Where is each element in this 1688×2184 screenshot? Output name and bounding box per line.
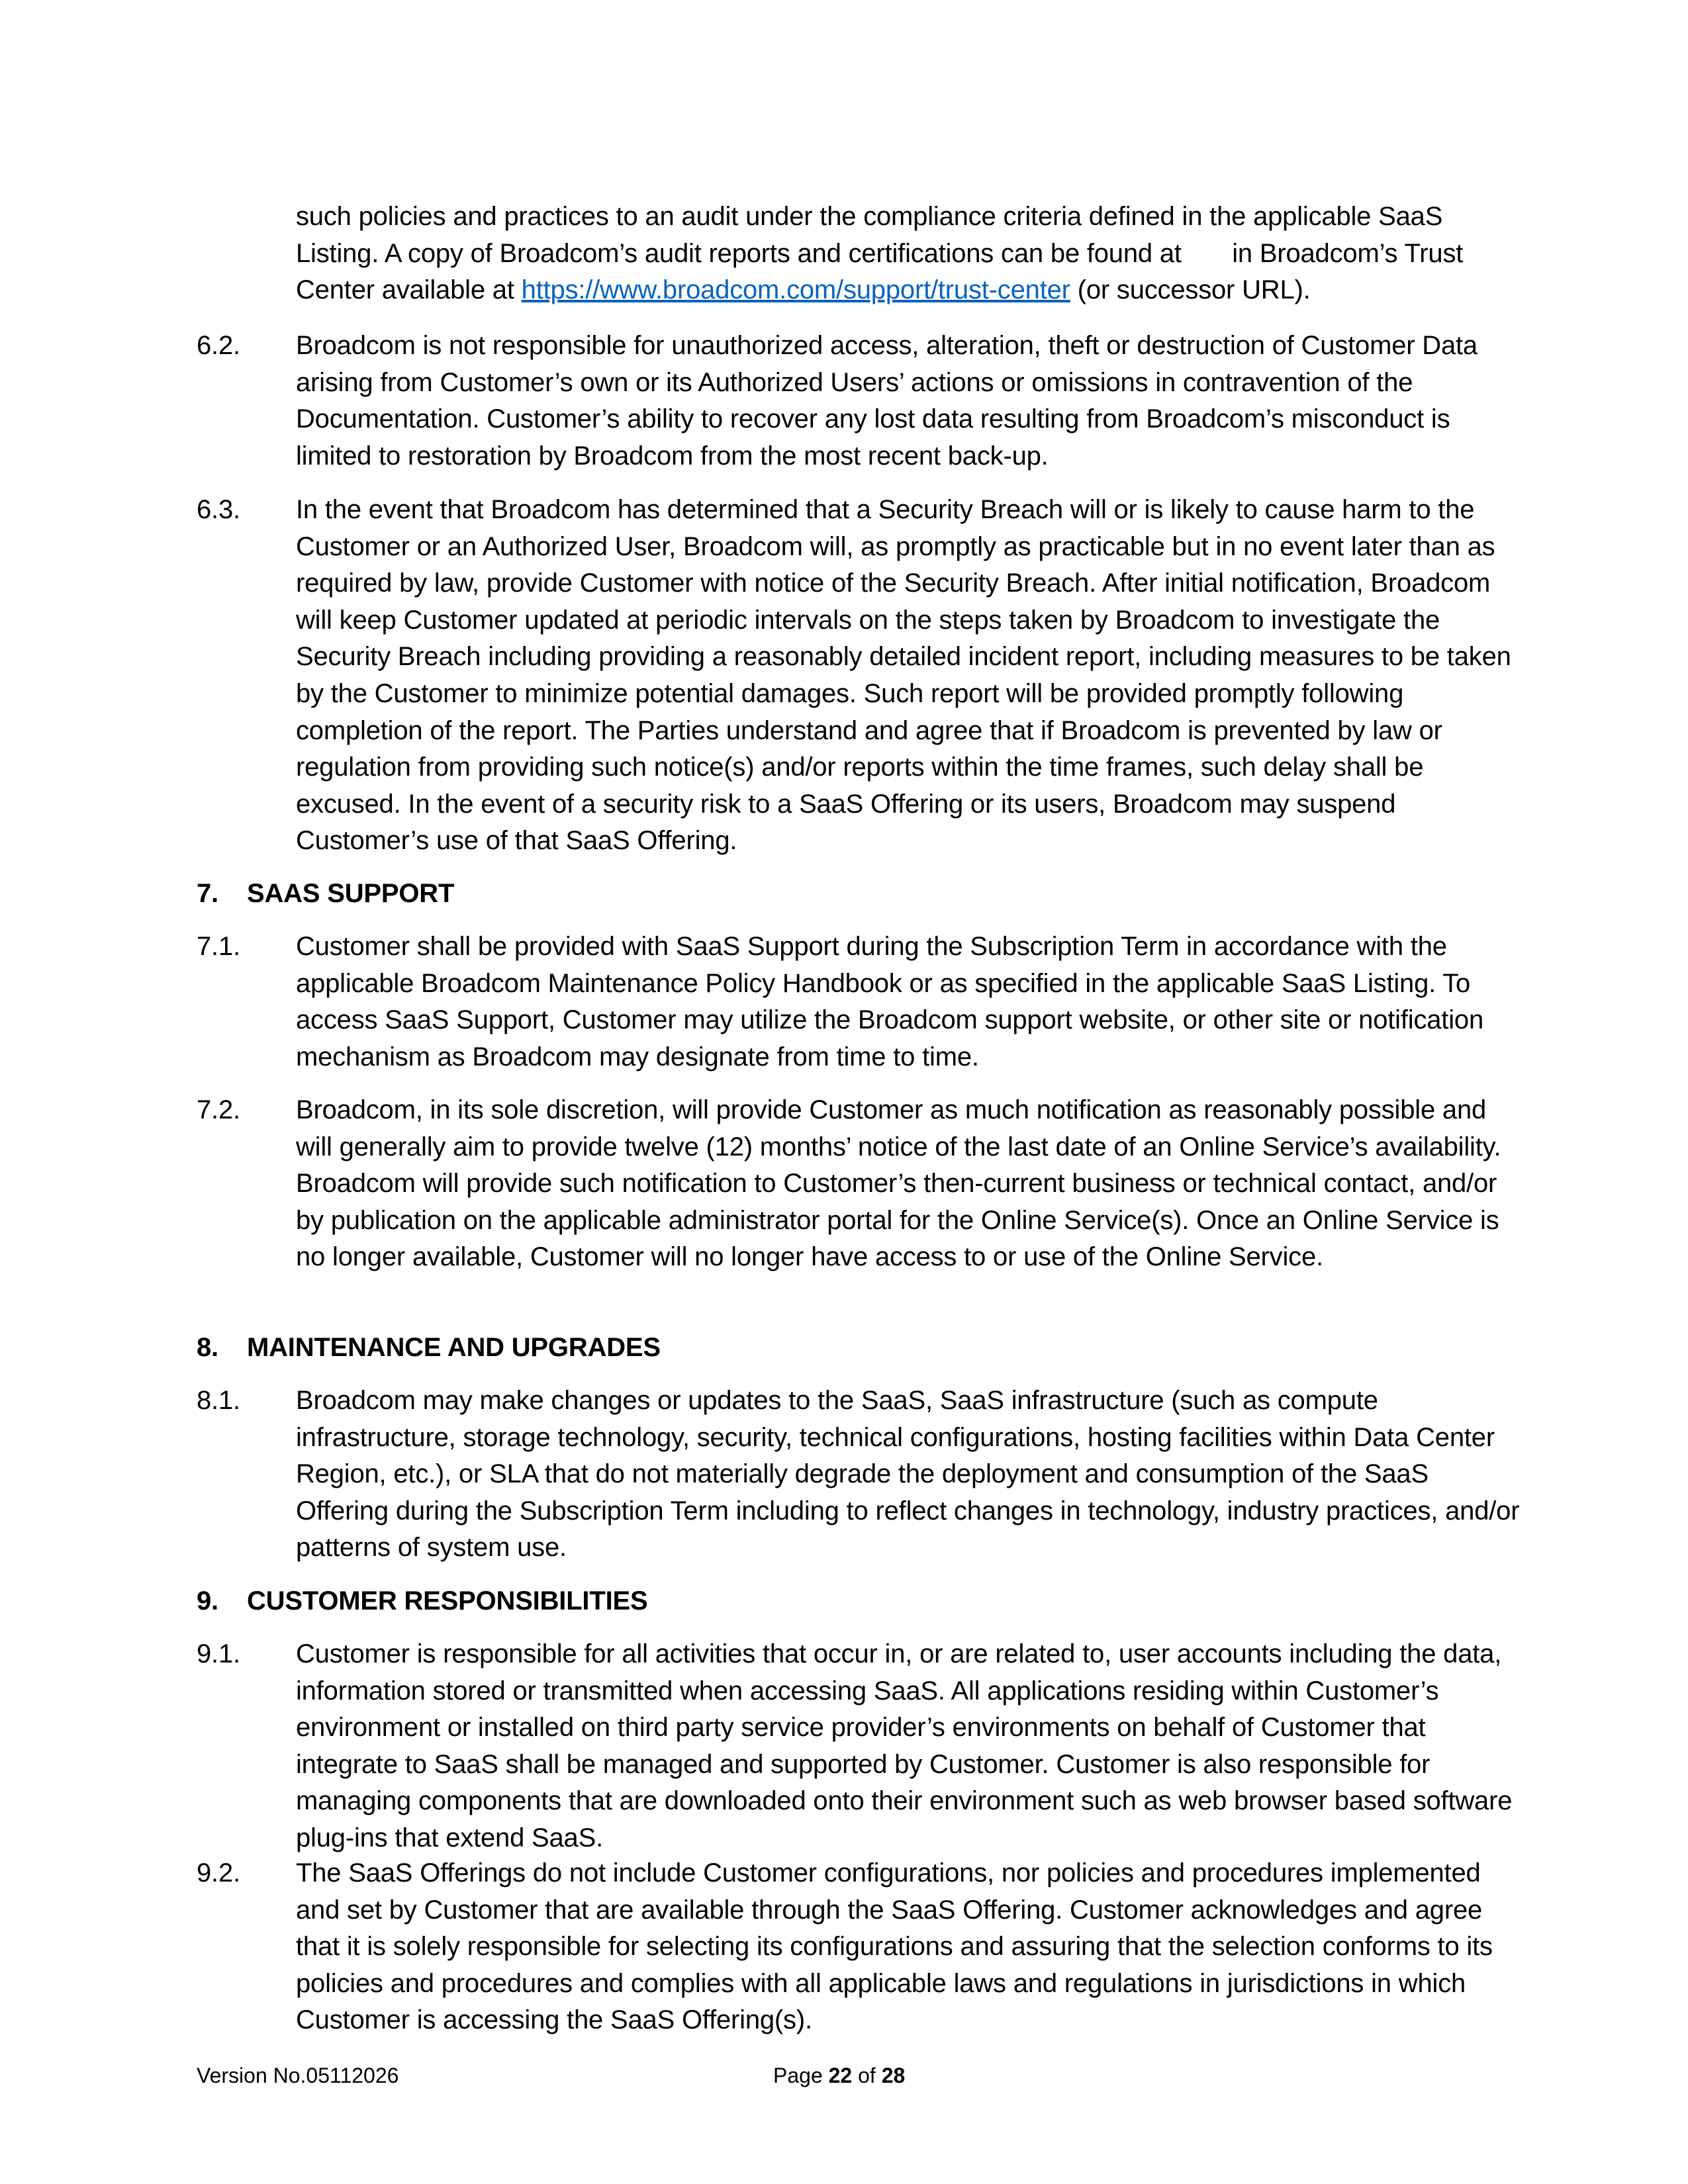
section-text: Broadcom may make changes or updates to the SaaS, SaaS infrastructure (such as compute infrastructure, storage technology, security, technical configurations, hosting facilities within Data Center Region, etc.), or SLA that do not materially degrade the deployment and consumption of the SaaS Offering during the Subscription Term including to reflect changes in technology, industry practices, and/or patterns of system use. (296, 1386, 1520, 1563)
page-prefix: Page (773, 2064, 823, 2087)
continuation-text-2: in Broadcom’s Trust Center available at (296, 238, 1464, 305)
section-text: The SaaS Offerings do not include Customer configurations, nor policies and procedures implemented and set by Customer that are available through the SaaS Offering. Customer acknowledges and agree that it is solely responsible for selecting its configurations and assuring that the selection conforms to its policies and procedures and complies with all applicable laws and regulations in jurisdictions in which Customer is accessing the SaaS Offering(s). (296, 1858, 1493, 2035)
section-number: 6.3. (197, 495, 240, 524)
section-number: 8.1. (197, 1386, 240, 1415)
page-of: of (858, 2064, 876, 2087)
section-number: 9.1. (197, 1639, 240, 1668)
heading-7 (197, 876, 454, 913)
section-text: Customer is responsible for all activities that occur in, or are related to, user accounts including the data, information stored or transmitted when accessing SaaS. All applications residing within Customer’s environment or installed on third party service provider’s environments on behalf of Customer that integrate to SaaS shall be managed and supported by Customer. Customer is also responsible for managing components that are downloaded onto their environment such as web browser based software plug-ins that extend SaaS. (296, 1639, 1513, 1852)
continuation-paragraph (296, 199, 1521, 309)
heading-number: 9. (197, 1586, 218, 1615)
heading-8 (197, 1330, 661, 1367)
trust-center-link[interactable]: https://www.broadcom.com/support/trust-center (521, 275, 1070, 305)
section-number: 9.2. (197, 1858, 240, 1888)
section-number: 7.1. (197, 932, 240, 961)
footer-version: Version No.05112026 (197, 2064, 399, 2087)
heading-number: 8. (197, 1333, 218, 1362)
section-number: 7.2. (197, 1095, 240, 1124)
section-text: Customer shall be provided with SaaS Support during the Subscription Term in accordance with the applicable Broadcom Maintenance Policy Handbook or as specified in the applicable SaaS Listing. To access SaaS Support, Customer may utilize the Broadcom support website, or other site or notification mechanism as Broadcom may designate from time to time. (296, 932, 1483, 1071)
heading-title: CUSTOMER RESPONSIBILITIES (247, 1586, 648, 1615)
footer-page-number (773, 2064, 905, 2088)
heading-number: 7. (197, 879, 218, 908)
section-text: Broadcom is not responsible for unauthorized access, alteration, theft or destruction of Customer Data arising from Customer’s own or its Authorized Users’ actions or omissions in contravention of the Documentation. Customer’s ability to recover any lost data resulting from Broadcom’s misconduct is limited to restoration by Broadcom from the most recent back-up. (296, 331, 1477, 471)
section-text: Broadcom, in its sole discretion, will provide Customer as much notification as reasonably possible and will generally aim to provide twelve (12) months’ notice of the last date of an Online Service’s availability. Broadcom will provide such notification to Customer’s then-current business or technical contact, and/or by publication on the applicable administrator portal for the Online Service(s). Once an Online Service is no longer available, Customer will no longer have access to or use of the Online Service. (296, 1095, 1501, 1272)
section-number: 6.2. (197, 331, 240, 360)
continuation-text: such policies and practices to an audit under the compliance criteria defined in the applicable SaaS Listing. A copy of Broadcom’s audit reports and certifications can be found at (296, 202, 1443, 268)
heading-title: SAAS SUPPORT (247, 879, 455, 908)
page-current: 22 (828, 2064, 853, 2087)
section-text: In the event that Broadcom has determined that a Security Breach will or is likely to cause harm to the Customer or an Authorized User, Broadcom will, as promptly as practicable but in no event later than as required by law, provide Customer with notice of the Security Breach. After initial notification, Broadcom will keep Customer updated at periodic intervals on the steps taken by Broadcom to investigate the Security Breach including providing a reasonably detailed incident report, including measures to be taken by the Customer to minimize potential damages. Such report will be provided promptly following completion of the report. The Parties understand and agree that if Broadcom is prevented by law or regulation from providing such notice(s) and/or reports within the time frames, such delay shall be excused. In the event of a security risk to a SaaS Offering or its users, Broadcom may suspend Customer’s use of that SaaS Offering. (296, 495, 1511, 856)
heading-title: MAINTENANCE AND UPGRADES (247, 1333, 661, 1362)
continuation-suffix: (or successor URL). (1077, 275, 1311, 305)
heading-9 (197, 1583, 647, 1620)
page-total: 28 (881, 2064, 906, 2087)
